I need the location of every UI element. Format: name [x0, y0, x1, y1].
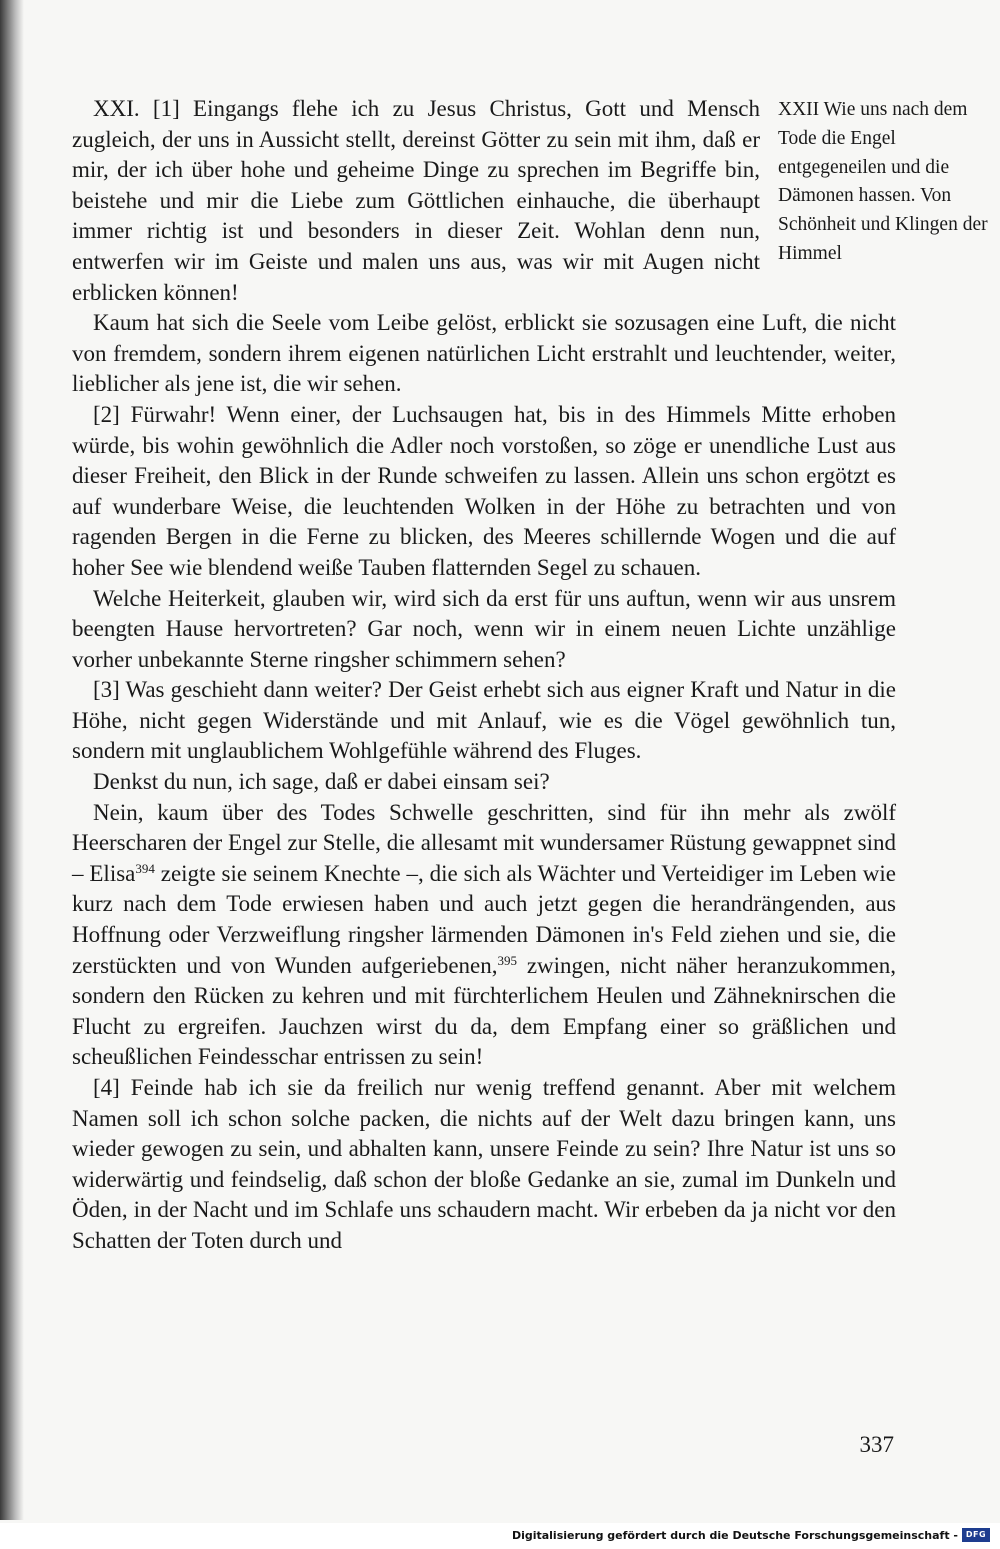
paragraph-6: [72, 767, 896, 798]
paragraph-text: XXI. [1] Eingangs flehe ich zu Jesus Christus, Gott und Mensch zugleich, der uns in Aussicht stellt, dereinst Götter zu sein mit ihm, daß er mir, der ich über hohe und geheime Dinge zu sprechen im Begriffe bin, beistehe und mir die Liebe zum Göttlichen einhauche, die überhaupt immer richtig ist und besonders in dieser Zeit. Wohlan denn nun, entwerfen wir im Geiste und malen uns aus, was wir mit Augen nicht erblicken können!: [72, 96, 760, 305]
paragraph-2: [72, 308, 896, 400]
footnote-ref-395: 395: [497, 952, 518, 968]
paragraph-text: Kaum hat sich die Seele vom Leibe gelöst, erblickt sie sozusagen eine Luft, die nicht von fremdem, sondern ihrem eigenen natürlichen Licht erstrahlt und leuchtender, weiter, lieblicher als jene ist, die wir sehen.: [72, 310, 896, 397]
paragraph-1: [72, 94, 760, 308]
page-number: 337: [859, 1432, 894, 1457]
paragraph-text: [4] Feinde hab ich sie da freilich nur wenig treffend genannt. Aber mit welchem Namen soll ich schon solche packen, die nichts auf der Welt dazu bringen kann, uns wieder gewogen zu sein, und abhalten kann, unsere Feinde zu sein? Ihre Natur ist uns so widerwärtig und feindselig, daß schon der bloße Gedanke an sie, zumal im Dunkeln und Öden, in der Nacht und im Schlafe uns schaudern macht. Wir erbeben da ja nicht vor den Schatten der Toten durch und: [72, 1075, 896, 1253]
paragraph-5: [72, 675, 896, 767]
paragraph-text: [2] Fürwahr! Wenn einer, der Luchsaugen hat, bis in des Himmels Mitte erhoben würde, bis wohin gewöhnlich die Adler noch vorstoßen, so zöge er unendliche Lust aus dieser Freiheit, den Blick in der Runde schweifen zu lassen. Allein uns schon ergötzt es auf wunderbare Weise, die leuchtenden Wolken in der Höhe zu betrachten und von ragenden Bergen in die Ferne zu blicken, des Meeres schillernde Wogen und die auf hoher See wie blendend weiße Tauben flatternden Segel zu schauen.: [72, 401, 896, 580]
paragraph-text: Denkst du nun, ich sage, daß er dabei einsam sei?: [93, 769, 550, 795]
paragraph-text: Welche Heiterkeit, glauben wir, wird sich da erst für uns auftun, wenn wir aus unsrem beengten Hause hervortreten? Gar noch, wenn wir in einem neuen Lichte unzählige vorher unbekannte Sterne ringsher schimmern sehen?: [72, 585, 896, 672]
footnote-ref-394: 394: [135, 860, 155, 876]
paragraph-8: [72, 1073, 896, 1257]
paragraph-4: [72, 584, 896, 676]
marginal-note: XXII Wie uns nach dem Tode die Engel entgegeneilen und die Dämonen hassen. Von Schönheit und Klingen der Himmel: [778, 99, 988, 264]
footer-bar: [0, 1523, 1000, 1549]
paragraph-text: zwingen, nicht näher heranzukommen, sondern den Rücken zu kehren und mit fürchterlichem Heulen und Zähneknirschen die Flucht zu ergreifen. Jauchzen wirst du da, dem Empfang einer so gräßlichen und scheußlichen Feindesschar entrissen zu sein!: [72, 952, 896, 1070]
paragraph-3: [72, 400, 896, 584]
footer-credit: Digitalisierung gefördert durch die Deutsche Forschungsgemeinschaft -: [511, 1529, 958, 1542]
main-text: [72, 94, 896, 1257]
paragraph-text: zeigte sie seinem Knechte –, die sich als Wächter und Verteidiger im Leben wie kurz nach dem Tode erwiesen haben und auch jetzt gegen die herandrängenden, aus Hoffnung oder Verzweiflung ringsher lärmenden Dämonen in's Feld ziehen und sie, die zerstückten und von Wunden aufgeriebenen,: [72, 860, 896, 978]
paragraph-text: Nein, kaum über des Todes Schwelle geschritten, sind für ihn mehr als zwölf Heerscharen der Engel zur Stelle, die allesamt mit wundersamer Rüstung gewappnet sind – Elisa: [72, 799, 896, 886]
paragraph-text: [3] Was geschieht dann weiter? Der Geist erhebt sich aus eigner Kraft und Natur in die Höhe, nicht gegen Widerstände und mit Anlauf, wie es die Vögel gewöhnlich tun, sondern mit unglaublichem Wohlgefühle während des Fluges.: [72, 677, 896, 764]
binding-shadow: [0, 0, 24, 1520]
paragraph-7: [72, 798, 896, 1073]
dfg-logo: DFG: [962, 1528, 990, 1542]
